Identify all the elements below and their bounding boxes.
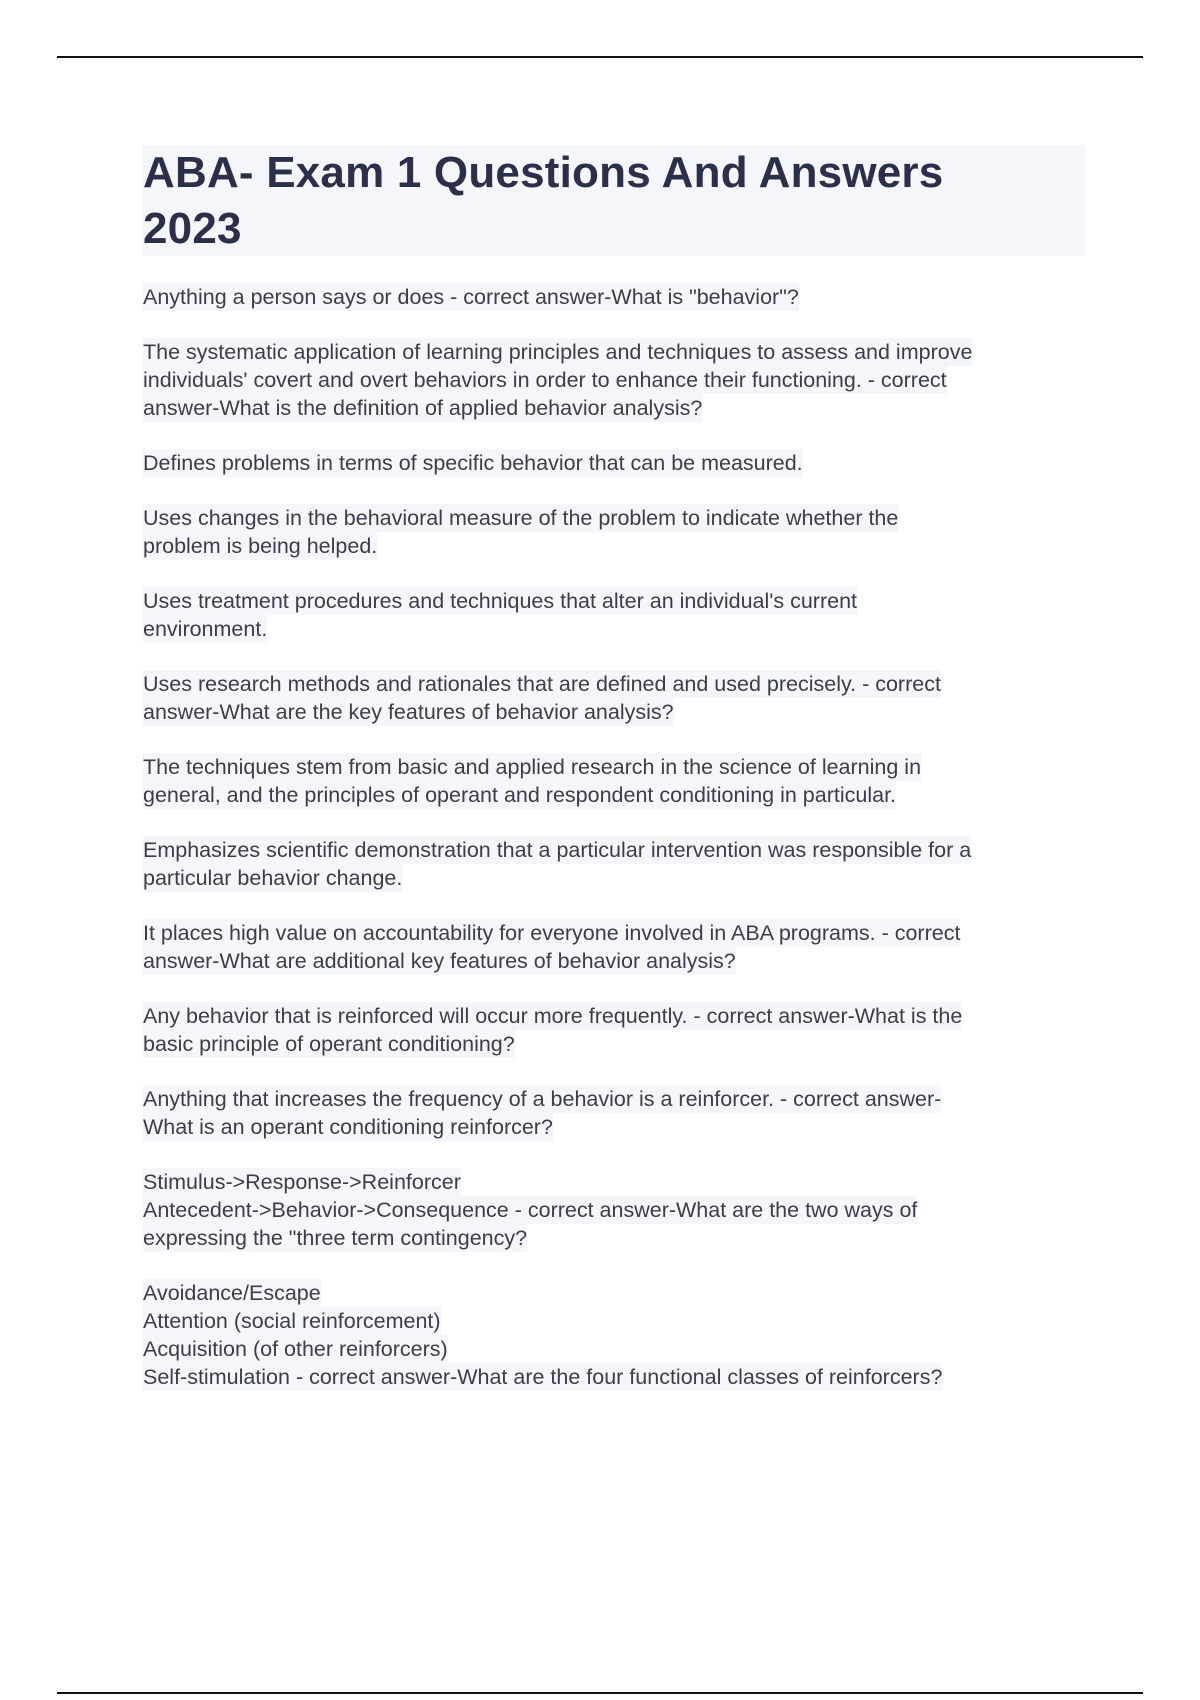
- qa-paragraph: [143, 753, 1085, 809]
- paragraph-line: Uses research methods and rationales that are defined and used precisely. - correct: [143, 672, 941, 696]
- paragraph-line: Any behavior that is reinforced will occur more frequently. - correct answer-What is the: [143, 1004, 963, 1028]
- bottom-rule: [57, 1692, 1143, 1694]
- paragraph-line: Self-stimulation - correct answer-What are the four functional classes of reinforcers?: [143, 1365, 943, 1389]
- qa-paragraph: [143, 283, 1085, 311]
- paragraph-line: Anything that increases the frequency of a behavior is a reinforcer. - correct answer-: [143, 1087, 942, 1111]
- qa-paragraph: [143, 1168, 1085, 1252]
- paragraph-line: The systematic application of learning principles and techniques to assess and improve: [143, 340, 973, 364]
- paragraph-line: Avoidance/Escape: [143, 1281, 321, 1305]
- qa-list: [143, 283, 1085, 1418]
- paragraph-line: The techniques stem from basic and applied research in the science of learning in: [143, 755, 922, 779]
- qa-paragraph: [143, 587, 1085, 643]
- paragraph-line: answer-What are additional key features of behavior analysis?: [143, 949, 736, 973]
- qa-paragraph: [143, 836, 1085, 892]
- paragraph-line: What is an operant conditioning reinforcer?: [143, 1115, 553, 1139]
- top-rule: [57, 56, 1143, 58]
- paragraph-line: environment.: [143, 617, 268, 641]
- paragraph-line: expressing the "three term contingency?: [143, 1226, 528, 1250]
- qa-paragraph: [143, 504, 1085, 560]
- paragraph-line: It places high value on accountability for everyone involved in ABA programs. - correct: [143, 921, 961, 945]
- paragraph-line: Anything a person says or does - correct answer-What is "behavior"?: [143, 285, 799, 309]
- paragraph-line: Acquisition (of other reinforcers): [143, 1337, 448, 1361]
- paragraph-line: answer-What is the definition of applied behavior analysis?: [143, 396, 703, 420]
- qa-paragraph: [143, 919, 1085, 975]
- paragraph-line: general, and the principles of operant and respondent conditioning in particular.: [143, 783, 897, 807]
- paragraph-line: Uses changes in the behavioral measure of the problem to indicate whether the: [143, 506, 899, 530]
- qa-paragraph: [143, 449, 1085, 477]
- paragraph-line: particular behavior change.: [143, 866, 403, 890]
- qa-paragraph: [143, 1002, 1085, 1058]
- paragraph-line: problem is being helped.: [143, 534, 378, 558]
- title-line-1: ABA- Exam 1 Questions And Answers: [143, 148, 944, 197]
- paragraph-line: answer-What are the key features of behavior analysis?: [143, 700, 674, 724]
- paragraph-line: Emphasizes scientific demonstration that a particular intervention was responsible for a: [143, 838, 972, 862]
- paragraph-line: Attention (social reinforcement): [143, 1309, 441, 1333]
- paragraph-line: basic principle of operant conditioning?: [143, 1032, 515, 1056]
- paragraph-line: Stimulus->Response->Reinforcer: [143, 1170, 461, 1194]
- title-line-2: 2023: [143, 204, 242, 253]
- qa-paragraph: [143, 1085, 1085, 1141]
- paragraph-line: Uses treatment procedures and techniques that alter an individual's current: [143, 589, 858, 613]
- qa-paragraph: [143, 338, 1085, 422]
- title-block: [143, 145, 1085, 256]
- qa-paragraph: [143, 1279, 1085, 1391]
- qa-paragraph: [143, 670, 1085, 726]
- paragraph-line: Antecedent->Behavior->Consequence - correct answer-What are the two ways of: [143, 1198, 918, 1222]
- document-title: [143, 145, 1085, 257]
- paragraph-line: Defines problems in terms of specific behavior that can be measured.: [143, 451, 803, 475]
- paragraph-line: individuals' covert and overt behaviors in order to enhance their functioning. - correct: [143, 368, 947, 392]
